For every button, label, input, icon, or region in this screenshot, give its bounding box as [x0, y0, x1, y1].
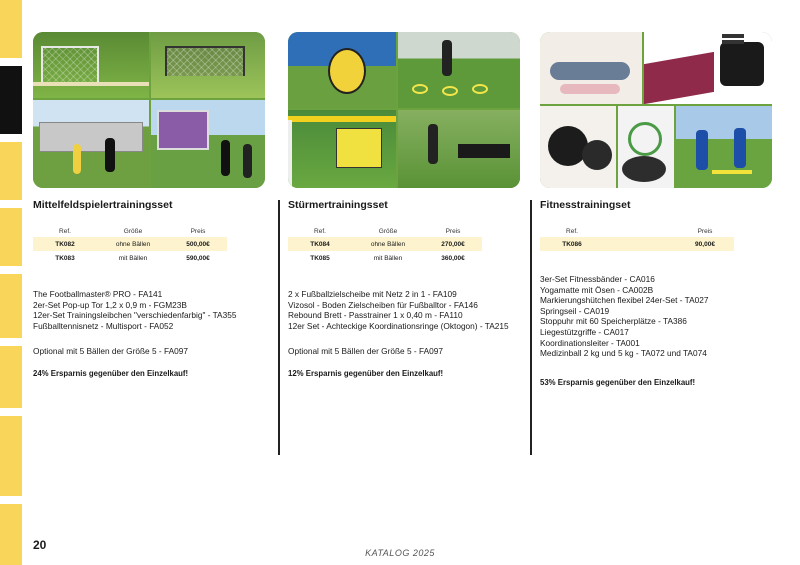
list-item: 12er Set - Achteckige Koordinationsringe (Oktogon) - TA215 — [288, 320, 509, 331]
list-item: 3er-Set Fitnessbänder - CA016 — [540, 274, 655, 284]
header-price: Preis — [697, 227, 713, 235]
page-number: 20 — [33, 538, 47, 552]
cell-size: mit Bällen — [118, 254, 148, 262]
column-divider — [530, 200, 532, 455]
list-item: Koordinationsleiter - TA001 — [540, 337, 640, 348]
medicine-ball-photo — [540, 106, 616, 188]
section-tab[interactable] — [0, 346, 22, 408]
header-ref: Ref. — [314, 227, 326, 235]
item-list — [288, 289, 509, 331]
cell-price: 90,00€ — [676, 237, 734, 251]
list-item: Stoppuhr mit 60 Speicherplätze - TA386 — [540, 316, 687, 327]
cell-size: ohne Bällen — [97, 237, 169, 251]
cell-ref: TK083 — [55, 254, 75, 262]
fitness-set-photos — [540, 32, 772, 188]
header-size: Größe — [123, 227, 143, 235]
players-photo — [33, 100, 149, 188]
section-tab[interactable] — [0, 0, 22, 58]
list-item: Springseil - CA019 — [540, 305, 610, 316]
list-item: 2 x Fußballzielscheibe mit Netz 2 in 1 - FA109 — [288, 289, 457, 299]
goal-target-photo — [288, 110, 396, 188]
saving-note: 12% Ersparnis gegenüber den Einzelkauf! — [288, 369, 444, 378]
yoga-mat-photo — [644, 32, 772, 104]
section-tab[interactable] — [0, 208, 22, 266]
table-row — [540, 237, 734, 251]
header-price: Preis — [445, 227, 461, 235]
target-sheet-photo — [288, 32, 396, 108]
list-item: Fußballtennisnetz - Multisport - FA052 — [33, 320, 174, 331]
section-tab-strip — [0, 0, 22, 565]
table-row — [33, 251, 227, 265]
list-item: 2er-Set Pop-up Tor 1,2 x 0,9 m - FGM23B — [33, 299, 187, 310]
header-size: Größe — [378, 227, 398, 235]
column-divider — [278, 200, 280, 455]
cell-size: mit Bällen — [373, 254, 403, 262]
list-item: The Footballmaster® PRO - FA141 — [33, 289, 163, 299]
popup-goal-photo — [151, 32, 265, 98]
list-item: Liegestützgriffe - CA017 — [540, 326, 629, 337]
cell-size: ohne Bällen — [352, 237, 424, 251]
catalog-footer: KATALOG 2025 — [365, 548, 435, 558]
set-title: Stürmertrainingsset — [288, 199, 388, 211]
list-item: Rebound Brett - Passtrainer 1 x 0,40 m - FA110 — [288, 310, 463, 321]
header-ref: Ref. — [566, 227, 578, 235]
list-item: Vizosol - Boden Zielscheiben für Fußballtor - FA146 — [288, 299, 478, 310]
set-title: Fitnesstrainingset — [540, 199, 631, 211]
cell-ref: TK082 — [33, 237, 97, 251]
cell-price: 360,00€ — [441, 254, 465, 262]
saving-note: 53% Ersparnis gegenüber den Einzelkauf! — [540, 378, 696, 387]
jump-rope-photo — [618, 106, 674, 188]
cell-price: 590,00€ — [186, 254, 210, 262]
price-table — [540, 225, 734, 251]
coordination-rings-photo — [398, 32, 520, 108]
item-list — [33, 289, 236, 331]
saving-note: 24% Ersparnis gegenüber den Einzelkauf! — [33, 369, 189, 378]
rebound-board-photo — [398, 110, 520, 188]
list-item: Medizinball 2 kg und 5 kg - TA072 und TA074 — [540, 348, 707, 359]
list-item: Markierungshütchen flexibel 24er-Set - TA027 — [540, 295, 709, 306]
coordination-ladder-photo — [676, 106, 772, 188]
price-table — [33, 225, 227, 265]
fitness-band-photo — [540, 32, 642, 104]
set-title: Mittelfeldspielertrainingsset — [33, 199, 173, 211]
target-net-photo — [151, 100, 265, 188]
section-tab[interactable] — [0, 274, 22, 338]
price-table — [288, 225, 482, 265]
table-row — [33, 237, 227, 251]
table-row — [288, 251, 482, 265]
list-item: 12er-Set Trainingsleibchen "verschiedenfarbig" - TA355 — [33, 310, 237, 321]
cell-ref: TK086 — [540, 237, 604, 251]
cell-price: 500,00€ — [169, 237, 227, 251]
cell-ref: TK085 — [310, 254, 330, 262]
table-row — [288, 237, 482, 251]
list-item: Yogamatte mit Ösen - CA002B — [540, 284, 654, 295]
cell-ref: TK084 — [288, 237, 352, 251]
section-tab[interactable] — [0, 416, 22, 496]
item-list — [540, 274, 709, 359]
option-note: Optional mit 5 Bällen der Größe 5 - FA097 — [33, 346, 188, 356]
section-tab[interactable] — [0, 142, 22, 200]
goal-photo — [33, 32, 149, 98]
striker-set-photos — [288, 32, 520, 188]
header-ref: Ref. — [59, 227, 71, 235]
section-tab-active[interactable] — [0, 66, 22, 134]
cell-price: 270,00€ — [424, 237, 482, 251]
midfielder-set-photos — [33, 32, 265, 188]
header-price: Preis — [190, 227, 206, 235]
option-note: Optional mit 5 Bällen der Größe 5 - FA097 — [288, 346, 443, 356]
